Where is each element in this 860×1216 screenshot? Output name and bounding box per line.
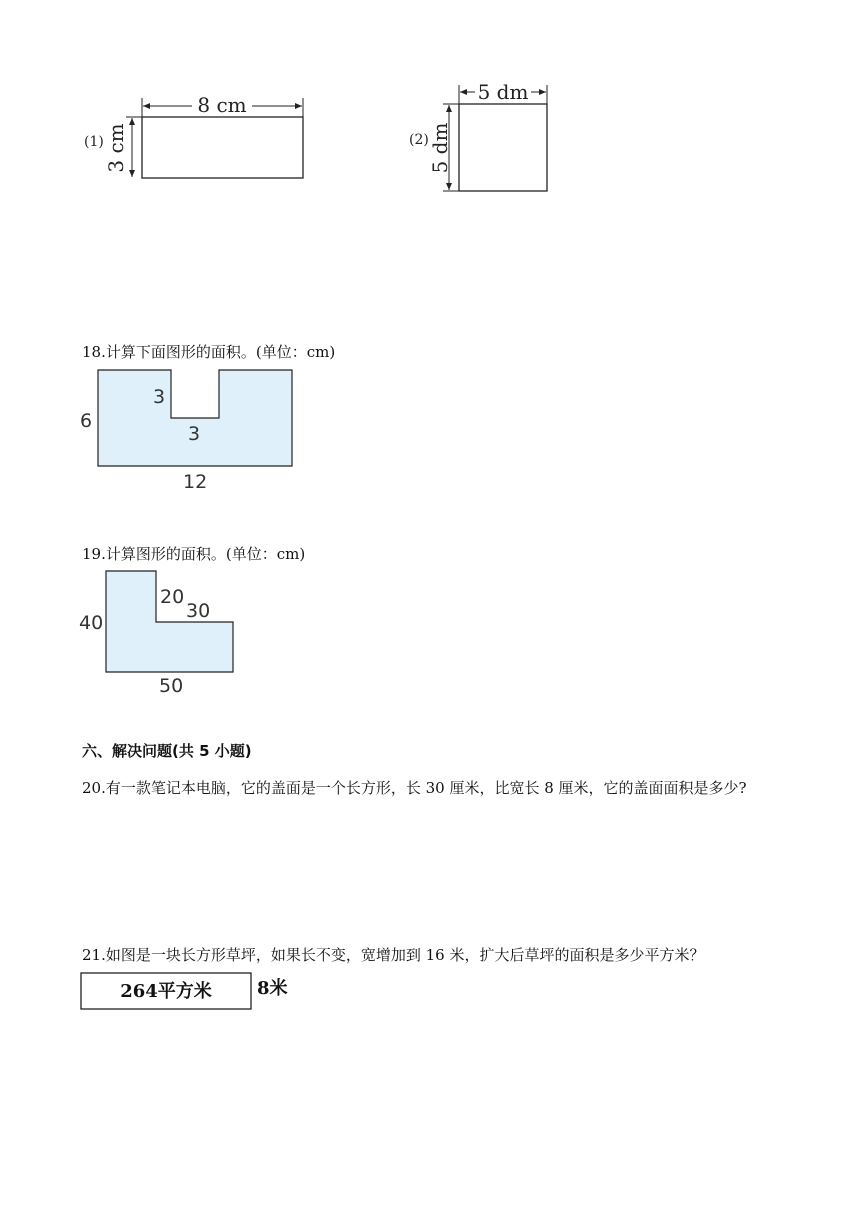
question-19-bottom-label: 50: [159, 675, 184, 697]
section-6-heading: 六、解决问题(共 5 小题): [82, 742, 252, 760]
figure-1-width-arrow-right: [295, 103, 302, 109]
figure-2-height-label: 5 dm: [428, 122, 452, 174]
question-21-figure: [80, 972, 300, 1014]
figure-1-height-arrow-top: [129, 118, 135, 125]
question-19-left-label: 40: [79, 612, 104, 634]
figure-2-height-arrow-bottom: [446, 183, 452, 190]
question-21-width-label: 8米: [257, 978, 288, 999]
question-19-step-horizontal-label: 30: [186, 600, 211, 622]
question-20-text: 20.有一款笔记本电脑，它的盖面是一个长方形，长 30 厘米，比宽长 8 厘米，它的盖面面积是多少?: [82, 779, 747, 797]
question-21-area-label: 264平方米: [120, 981, 212, 1002]
figure-1-label: (1): [84, 134, 104, 150]
figure-2-width-label: 5 dm: [477, 80, 529, 104]
figure-2-label: (2): [409, 132, 429, 148]
question-18-text: 18.计算下面图形的面积。(单位：cm): [82, 343, 336, 361]
figure-2-width-arrow-left: [460, 89, 467, 95]
figure-1-rect: [142, 117, 303, 178]
figure-2-square: [405, 80, 565, 198]
figure-1-height-arrow-bottom: [129, 170, 135, 177]
question-18-figure: [75, 365, 305, 495]
question-18-left-label: 6: [80, 410, 93, 432]
figure-1-height-label: 3 cm: [104, 123, 128, 173]
question-19-text: 19.计算图形的面积。(单位：cm): [82, 545, 306, 563]
figure-2-height-arrow-top: [446, 105, 452, 112]
figure-1-width-label: 8 cm: [197, 93, 247, 117]
figure-2-width-arrow-right: [539, 89, 546, 95]
question-19-figure: [75, 566, 245, 698]
question-19-step-vertical-label: 20: [160, 586, 185, 608]
question-18-bottom-label: 12: [183, 471, 208, 493]
figure-1-width-arrow-left: [143, 103, 150, 109]
question-18-notch-side-label: 3: [153, 386, 166, 408]
question-18-shape: [98, 370, 292, 466]
figure-2-rect: [459, 104, 547, 191]
figure-1-rectangle: [80, 88, 320, 188]
question-21-text: 21.如图是一块长方形草坪，如果长不变，宽增加到 16 米，扩大后草坪的面积是多少平方米？: [82, 946, 705, 964]
question-18-notch-bottom-label: 3: [188, 423, 201, 445]
